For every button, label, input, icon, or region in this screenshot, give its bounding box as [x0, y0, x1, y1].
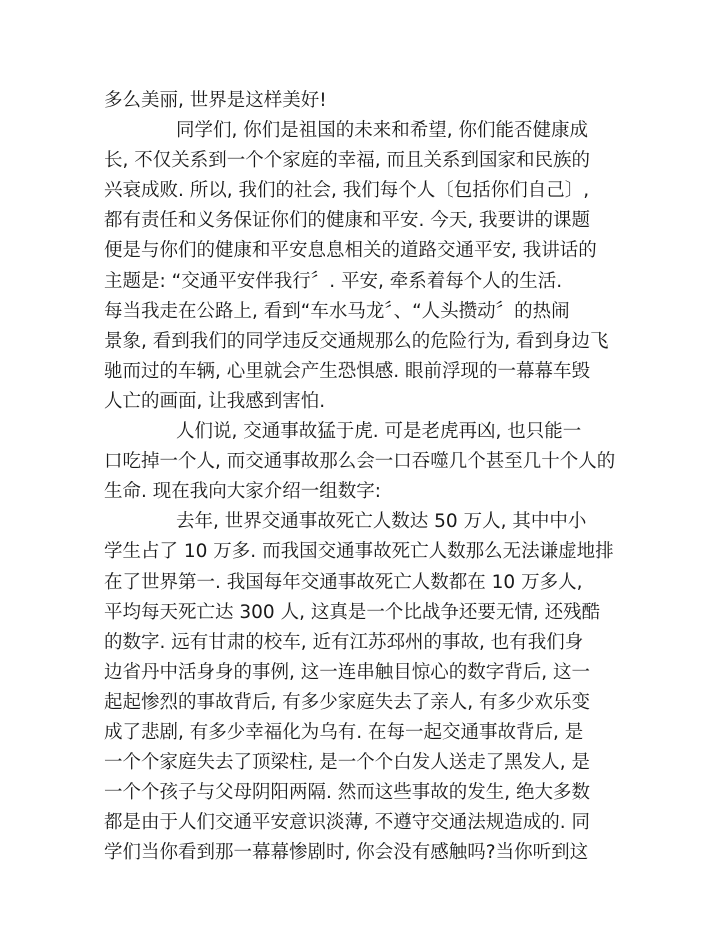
- text-line: 兴衰成败. 所以, 我们的社会, 我们每个人〔包括你们自己〕,: [104, 180, 590, 202]
- text-line: 口吃掉一个人, 而交通事故那么会一口吞噬几个甚至几十个人的: [104, 451, 616, 473]
- text-line: 起起惨烈的事故背后, 有多少家庭失去了亲人, 有多少欢乐变: [104, 691, 591, 713]
- text-line: 学们当你看到那一幕幕惨剧时, 你会没有感触吗?当你听到这: [104, 842, 589, 864]
- text-line: 都有责任和义务保证你们的健康和平安. 今天, 我要讲的课题: [104, 210, 591, 232]
- text-line: 都是由于人们交通平安意识淡薄, 不遵守交通法规造成的. 同: [104, 812, 591, 834]
- text-line: 一个个家庭失去了顶梁柱, 是一个个白发人送走了黑发人, 是: [104, 752, 591, 774]
- text-line: 多么美丽, 世界是这样美好!: [104, 90, 327, 111]
- text-line: 同学们, 你们是祖国的未来和希望, 你们能否健康成: [176, 120, 589, 142]
- text-line: 学生占了 10 万多. 而我国交通事故死亡人数那么无法谦虚地排: [104, 541, 614, 563]
- text-line: 长, 不仅关系到一个个家庭的幸福, 而且关系到国家和民族的: [104, 150, 591, 172]
- text-line: 景象, 看到我们的同学违反交通规那么的危险行为, 看到身边飞: [104, 330, 609, 352]
- text-line: 每当我走在公路上, 看到“车水马龙〞、“人头攒动〞的热闹: [104, 300, 570, 322]
- text-line: 成了悲剧, 有多少幸福化为乌有. 在每一起交通事故背后, 是: [104, 721, 584, 743]
- text-line: 人们说, 交通事故猛于虎. 可是老虎再凶, 也只能一: [176, 421, 582, 443]
- text-line: 驰而过的车辆, 心里就会产生恐惧感. 眼前浮现的一幕幕车毁: [104, 360, 591, 382]
- text-line: 平均每天死亡达 300 人, 这真是一个比战争还要无情, 还残酷: [104, 601, 601, 623]
- text-line: 在了世界第一. 我国每年交通事故死亡人数都在 10 万多人,: [104, 571, 583, 593]
- text-line: 生命. 现在我向大家介绍一组数字:: [104, 481, 381, 503]
- text-line: 主题是: “交通平安伴我行〞. 平安, 牵系着每个人的生活.: [104, 270, 563, 292]
- text-line: 人亡的画面, 让我感到害怕.: [104, 390, 326, 412]
- document-body: [104, 86, 616, 868]
- text-line: 一个个孩子与父母阴阳两隔. 然而这些事故的发生, 绝大多数: [104, 782, 591, 804]
- text-line: 的数字. 远有甘肃的校车, 近有江苏邳州的事故, 也有我们身: [104, 631, 584, 653]
- text-line: 便是与你们的健康和平安息息相关的道路交通平安, 我讲话的: [104, 240, 597, 262]
- text-line: 边省丹中活身身的事例, 这一连串触目惊心的数字背后, 这一: [104, 661, 591, 683]
- text-line: 去年, 世界交通事故死亡人数达 50 万人, 其中中小: [176, 511, 587, 533]
